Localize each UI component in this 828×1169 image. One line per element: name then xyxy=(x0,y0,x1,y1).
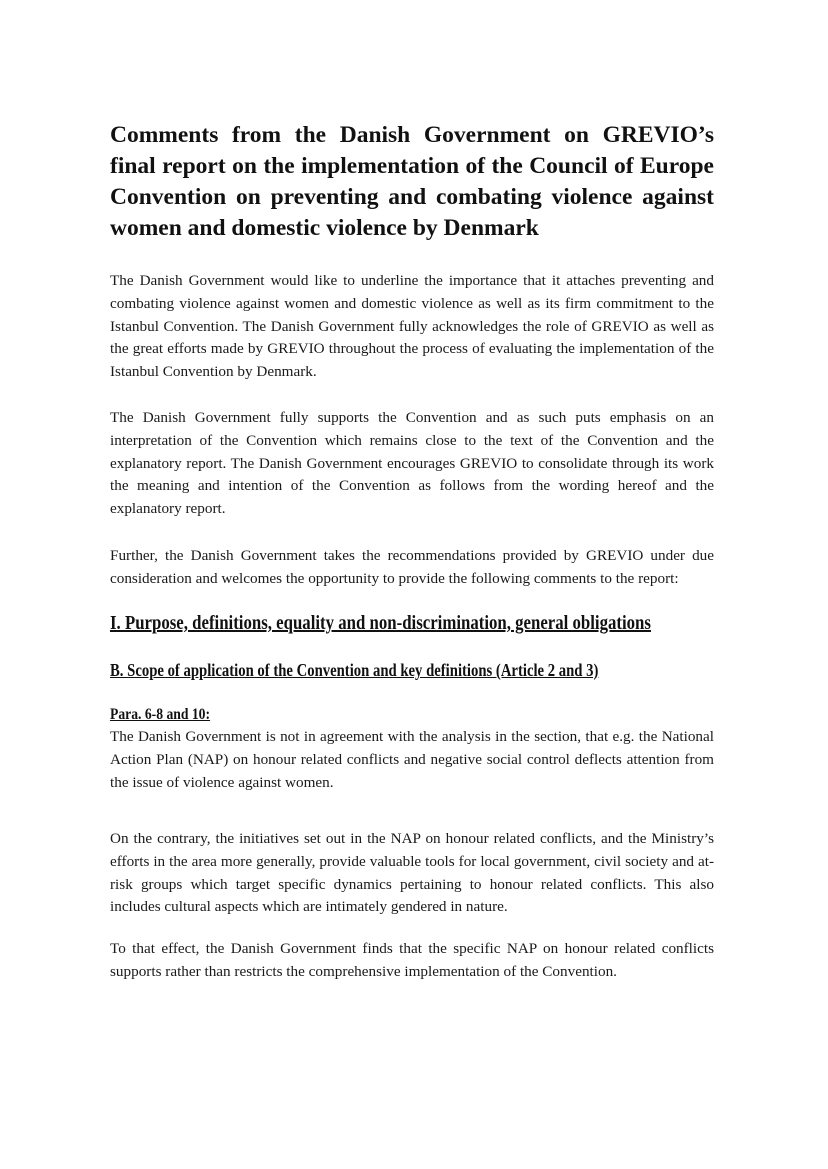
subsection-heading: B. Scope of application of the Convention and key definitions (Article 2 and 3) xyxy=(110,660,599,680)
section-paragraph-2: On the contrary, the initiatives set out in the NAP on honour related conflicts, and the Ministry’s efforts in the area more generally, provide valuable tools for local government, civil society and at-risk groups which target specific dynamics pertaining to honour related conflicts. This also includes cultural aspects which are intimately gendered in nature. xyxy=(110,830,714,916)
intro-paragraph-2: The Danish Government fully supports the Convention and as such puts emphasis on an interpretation of the Convention which remains close to the text of the Convention and the explanatory report. The Danish Government encourages GREVIO to consolidate through its work the meaning and intention of the Convention as follows from the wording hereof and the explanatory report. xyxy=(110,409,714,518)
intro-paragraph-1: The Danish Government would like to underline the importance that it attaches preventing and combating violence against women and domestic violence as well as its firm commitment to the Istanbul Convention. The Danish Government fully acknowledges the role of GREVIO as well as the great efforts made by GREVIO throughout the process of evaluating the implementation of the Istanbul Convention by Denmark. xyxy=(110,272,714,381)
section-paragraph-3: To that effect, the Danish Government finds that the specific NAP on honour related conflicts supports rather than restricts the comprehensive implementation of the Convention. xyxy=(110,940,714,980)
para-heading: Para. 6-8 and 10: xyxy=(110,706,211,723)
section-paragraph-1: The Danish Government is not in agreement with the analysis in the section, that e.g. the National Action Plan (NAP) on honour related conflicts and negative social control deflects attention from the issue of violence against women. xyxy=(110,728,714,791)
section-heading: I. Purpose, definitions, equality and non-discrimination, general obligations xyxy=(110,612,651,634)
intro-paragraph-3: Further, the Danish Government takes the recommendations provided by GREVIO under due consideration and welcomes the opportunity to provide the following comments to the report: xyxy=(110,547,714,587)
document-title: Comments from the Danish Government on GREVIO’s final report on the implementation of the Council of Europe Convention on preventing and combating violence against women and domestic violence by Denmark xyxy=(110,122,714,241)
